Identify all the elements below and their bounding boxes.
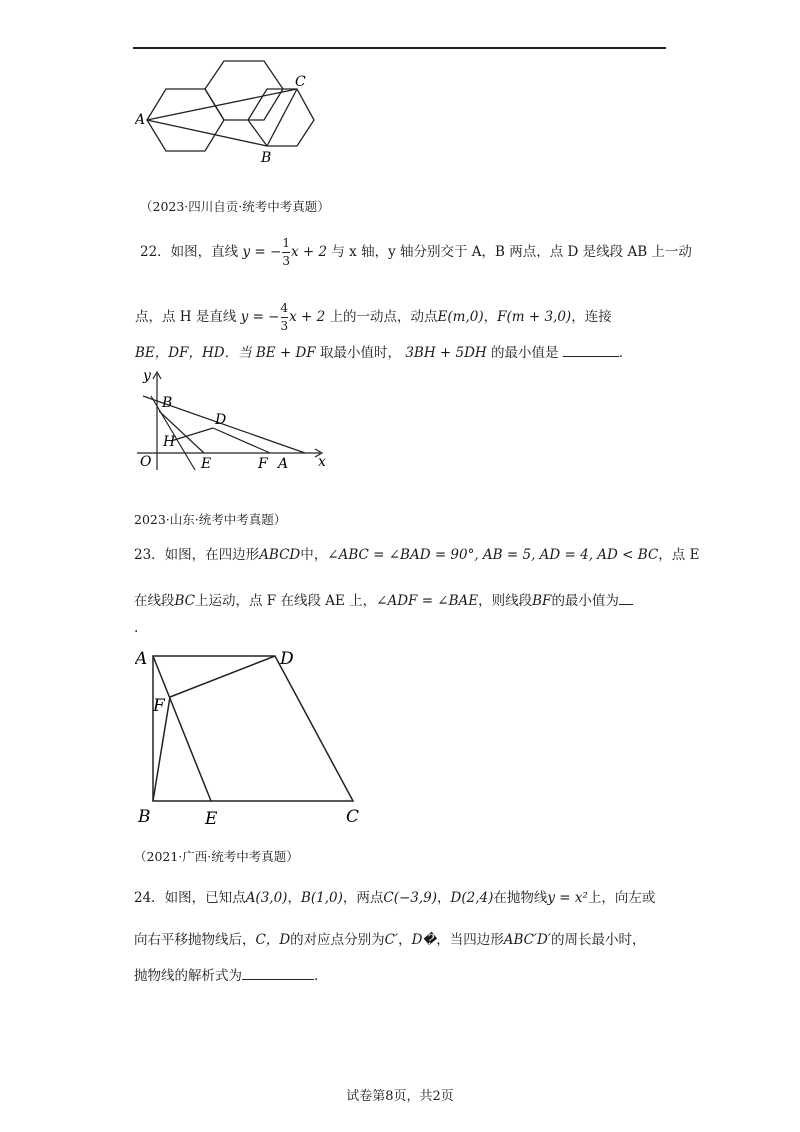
q23-line2-d: 的最小值为 — [551, 593, 619, 609]
q24-line1: 24．如图，已知点A(3,0)，B(1,0)，两点C(−3,9)，D(2,4)在抛物线y = x²上，向左或 — [134, 890, 656, 906]
coord-label-h: H — [163, 434, 176, 450]
q23-line1 — [134, 545, 699, 565]
hex-label-a: A — [135, 112, 146, 128]
coord-label-b: B — [162, 395, 173, 411]
q24-d-prime: D� — [411, 932, 437, 948]
q22-eq1-tail: x + 2 — [290, 244, 328, 260]
q22-eq2-tail: x + 2 — [289, 309, 326, 325]
q23-quad: ABCD — [259, 547, 301, 563]
q23-line1-c: ，点 E — [658, 547, 700, 563]
q24-line2-c: ，当四边形 — [436, 932, 504, 948]
q24-line1-d: 上，向左或 — [587, 890, 656, 906]
source-note-q24: （2021·广西·统考中考真题） — [134, 849, 299, 864]
quad-abcd — [153, 656, 353, 801]
page-footer: 试卷第8页，共2页 — [346, 1089, 454, 1104]
q23-line2-c: ，则线段 — [478, 593, 533, 609]
q23-line3: . — [134, 620, 139, 636]
q24-line2-b: 的对应点分别为 — [290, 932, 385, 948]
q23-line2-a: 在线段 — [134, 593, 175, 609]
q22-text4: ，连接 — [571, 309, 612, 325]
quad-label-d: D — [280, 649, 294, 669]
q22-line3 — [135, 342, 632, 363]
q24-line1-c: 在抛物线 — [493, 890, 548, 906]
quad-label-a: A — [135, 649, 148, 669]
q24-point-c: C(−3,9) — [383, 890, 438, 906]
quadrilateral-figure — [135, 645, 375, 830]
q23-line1-a: 23．如图，在四边形 — [134, 547, 260, 563]
coord-label-o: O — [140, 454, 152, 470]
q24-parabola: y = x² — [547, 890, 588, 906]
q24-line3 — [134, 965, 328, 986]
q24-line2-a: 向右平移抛物线后， — [134, 932, 256, 948]
q22-line1 — [140, 235, 692, 270]
segment-fd — [170, 656, 275, 697]
q24-line3-end: ． — [314, 968, 328, 984]
q22-line3-end: ． — [618, 345, 633, 361]
q23-line1-b: 中， — [300, 547, 328, 563]
coord-label-a: A — [278, 456, 289, 472]
q22-line3-c: 的最小值是 — [491, 345, 559, 361]
segment-ae — [153, 656, 211, 801]
q23-answer-blank[interactable] — [619, 590, 633, 605]
segment-hd — [171, 428, 213, 441]
source-note-q21: （2023·四川自贡·统考中考真题） — [140, 199, 330, 214]
q23-seg-bf: BF — [532, 593, 552, 609]
quad-label-c: C — [346, 807, 360, 827]
q23-line2 — [134, 590, 633, 611]
q24-point-b: B(1,0) — [300, 890, 343, 906]
segment-ab — [147, 120, 267, 146]
source-note-q22: 2023·山东·统考中考真题） — [134, 512, 287, 527]
q22-point-e: E(m,0) — [437, 309, 484, 325]
quad-label-e: E — [205, 809, 218, 829]
q23-seg-bc: BC — [174, 593, 196, 609]
q22-frac2: $\frac{4}{3}$ — [280, 301, 289, 333]
q23-line2-b: 上运动，点 F 在线段 AE 上， — [195, 593, 377, 609]
q22-expr1: BE + DF — [255, 345, 316, 361]
q22-text2: 点，点 H 是直线 — [135, 309, 237, 325]
hexagon-left — [147, 89, 224, 151]
coord-label-f: F — [258, 456, 268, 472]
q24-line1-a: 24．如图，已知点 — [134, 890, 246, 906]
q22-answer-blank[interactable] — [563, 342, 619, 357]
q24-quad: ABC′D′ — [503, 932, 551, 948]
coord-label-d: D — [215, 412, 227, 428]
q24-line2: 向右平移抛物线后，C，D的对应点分别为C′，D�，当四边形ABC′D′的周长最小时， — [134, 932, 646, 948]
segment-ac — [147, 89, 297, 120]
q22-text1: 与 x 轴，y 轴分别交于 A，B 两点，点 D 是线段 AB 上一动 — [331, 244, 692, 260]
quad-label-b: B — [138, 807, 151, 827]
q24-point-d: D(2,4) — [450, 890, 494, 906]
hex-label-b: B — [261, 150, 272, 166]
coordinate-figure — [135, 366, 335, 476]
q24-line1-b: ，两点 — [342, 890, 384, 906]
q22-frac1: $\frac{1}{3}$ — [282, 236, 290, 268]
q22-expr2: 3BH + 5DH — [405, 345, 487, 361]
coord-label-y: y — [143, 368, 151, 384]
q22-number: 22．如图，直线 — [140, 244, 239, 260]
q22-eq1: y = − — [242, 244, 282, 260]
q24-c-prime: C′ — [384, 932, 399, 948]
q22-line2: 点，点 H 是直线 y = − $\frac{4}{3}$ x + 2 上的一动点，动点E(m,0)，F(m + 3,0)，连接 — [135, 301, 612, 333]
q22-point-f: F(m + 3,0) — [497, 309, 572, 325]
q22-text3: 上的一动点，动点 — [329, 309, 438, 325]
q24-line2-d: 的周长最小时， — [550, 932, 646, 948]
q24-line3-a: 抛物线的解析式为 — [134, 968, 242, 984]
q22-eq2: y = − — [240, 309, 280, 325]
hexagon-top — [205, 61, 283, 120]
q23-conditions: ∠ABC = ∠BAD = 90°, AB = 5, AD = 4, AD < BC — [327, 547, 659, 563]
hexagon-figure — [135, 58, 325, 168]
coord-label-x: x — [318, 454, 326, 470]
q22-line3-b: 取最小值时， — [320, 345, 402, 361]
coord-label-e: E — [201, 456, 212, 472]
header-rule — [133, 47, 666, 49]
segment-bc — [267, 89, 297, 146]
q24-answer-blank[interactable] — [242, 965, 314, 980]
q22-line3-a: BE，DF，HD．当 — [135, 345, 252, 361]
quad-label-f: F — [153, 696, 165, 716]
q23-angle-eq: ∠ADF = ∠BAE — [376, 593, 479, 609]
hex-label-c: C — [295, 74, 306, 90]
q24-cd: C，D — [255, 932, 291, 948]
q24-point-a: A(3,0) — [245, 890, 288, 906]
segment-df — [213, 428, 270, 453]
